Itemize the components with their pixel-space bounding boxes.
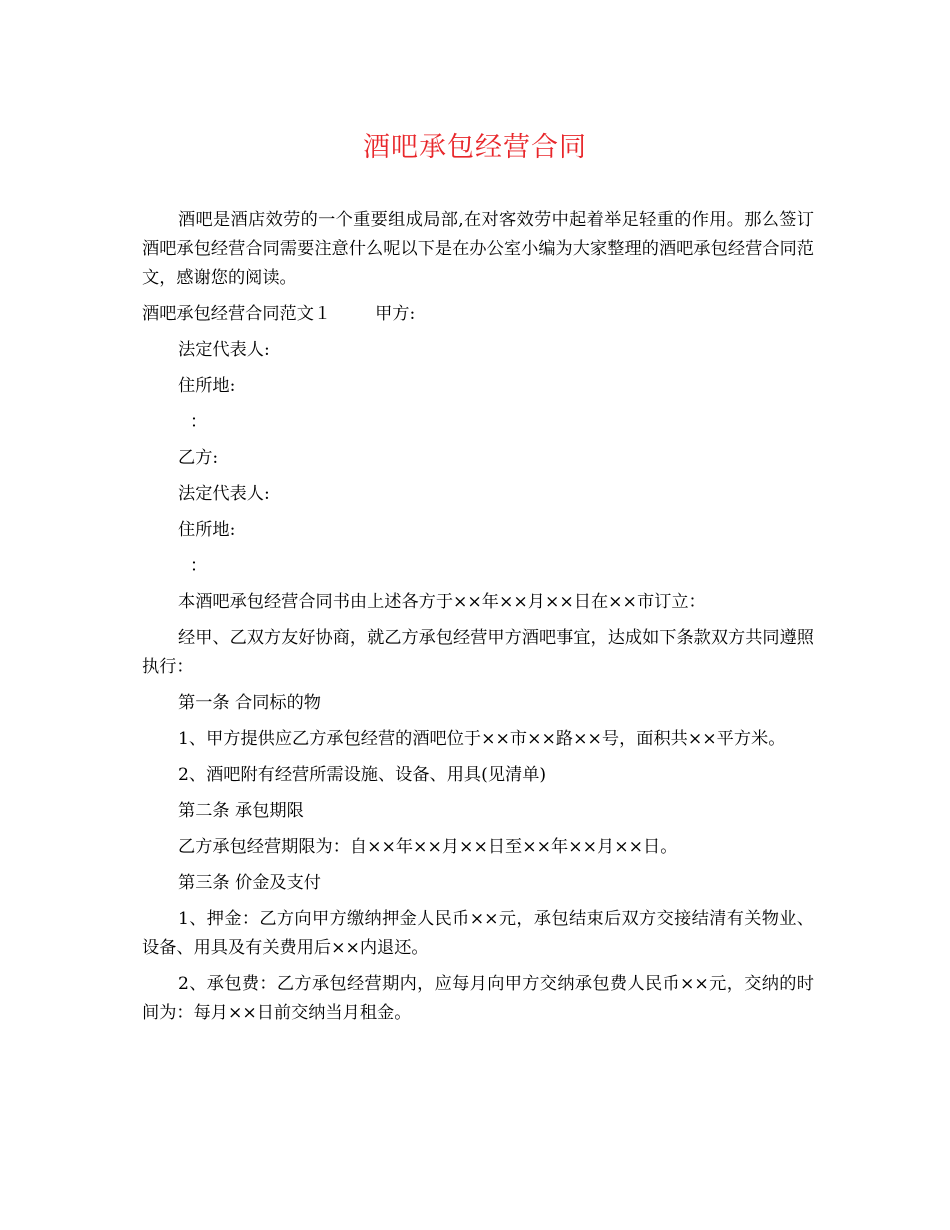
- article-3-title: 第三条 价金及支付: [178, 873, 321, 893]
- intro-paragraph: 酒吧是酒店效劳的一个重要组成局部,在对客效劳中起着举足轻重的作用。那么签订酒吧承包经营合同需要注意什么呢以下是在办公室小编为大家整理的酒吧承包经营合同范文，感谢您的阅读。: [142, 210, 814, 288]
- article-3-item-2: 2、承包费：乙方承包经营期内，应每月向甲方交纳承包费人民币××元，交纳的时间为：每月××日前交纳当月租金。: [142, 974, 814, 1023]
- party-b-address: 住所地:: [178, 520, 236, 540]
- party-a-colon: ：: [190, 412, 208, 432]
- document-body: [142, 206, 814, 1035]
- agreement-statement: 经甲、乙双方友好协商，就乙方承包经营甲方酒吧事宜，达成如下条款双方共同遵照执行：: [142, 628, 814, 677]
- party-b-representative: 法定代表人:: [178, 484, 270, 504]
- party-b-colon: ：: [190, 556, 208, 576]
- party-a-label: 甲方:: [375, 304, 416, 324]
- article-1-item-1: 1、甲方提供应乙方承包经营的酒吧位于××市××路××号，面积共××平方米。: [178, 729, 786, 749]
- article-2-title: 第二条 承包期限: [178, 801, 304, 821]
- article-3-item-1: 1、押金：乙方向甲方缴纳押金人民币××元，承包结束后双方交接结清有关物业、设备、用具及有关费用后××内退还。: [142, 909, 814, 958]
- article-1-title: 第一条 合同标的物: [178, 693, 321, 713]
- sample-heading: 酒吧承包经营合同范文１: [142, 304, 332, 324]
- party-b-label: 乙方:: [178, 448, 219, 468]
- party-a-representative: 法定代表人:: [178, 340, 270, 360]
- party-a-address: 住所地:: [178, 376, 236, 396]
- sample-heading-line: [142, 300, 814, 329]
- document-title: 酒吧承包经营合同: [363, 132, 587, 163]
- signing-statement: 本酒吧承包经营合同书由上述各方于××年××月××日在××市订立：: [178, 592, 706, 612]
- article-2-text: 乙方承包经营期限为：自××年××月××日至××年××月××日。: [178, 837, 678, 857]
- article-1-item-2: 2、酒吧附有经营所需设施、设备、用具(见清单): [178, 765, 547, 785]
